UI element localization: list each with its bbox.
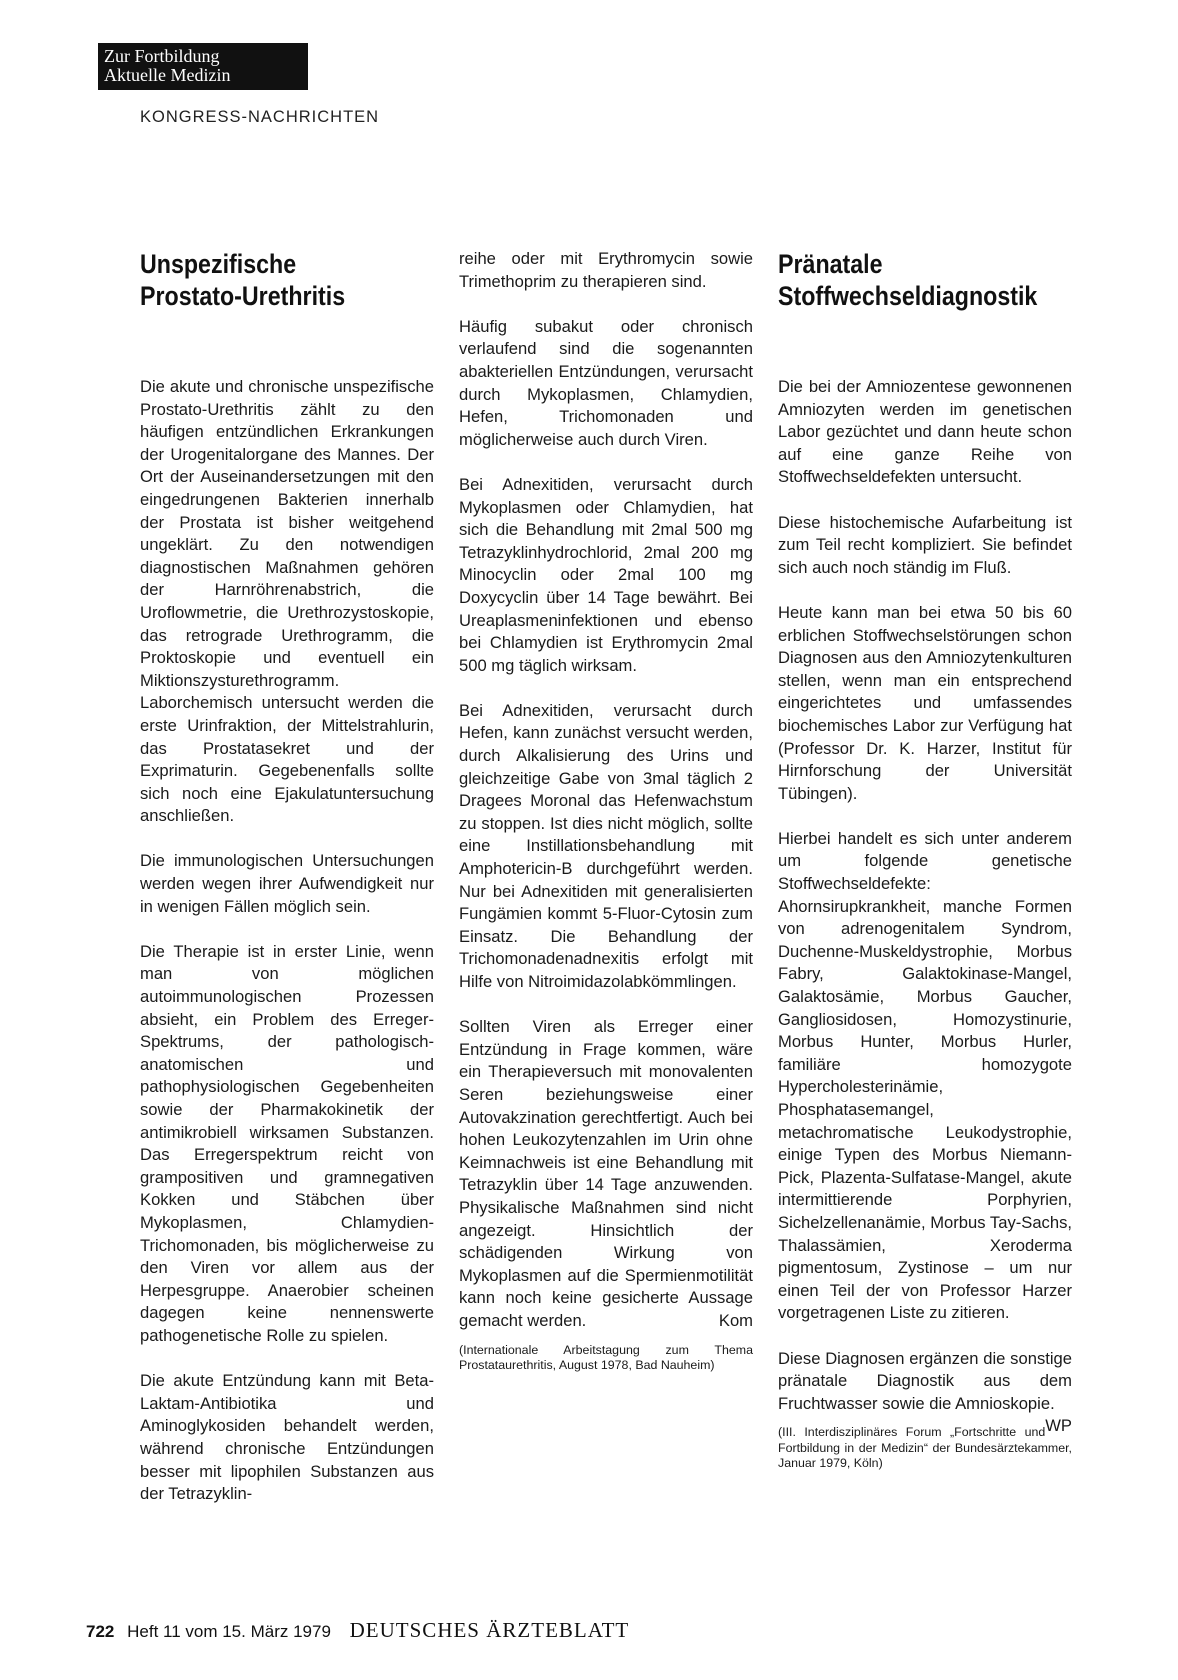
article2-title-line1: Pränatale [778,249,883,279]
column-3 [778,248,1072,1494]
rubric-line-1: Zur Fortbildung [104,46,220,66]
article2-paragraph: Heute kann man bei etwa 50 bis 60 erblichen Stoffwechselstörungen schon Diagnosen aus den Amniozytenkulturen stellen, wenn man ein entsprechend eingerichtetes und umfassendes biochemisches Labor zur Verfügung hat (Professor Dr. K. Harzer, Institut für Hirnforschung der Universität Tübingen). [778,602,1072,803]
issue-info: Heft 11 vom 15. März 1979 [127,1622,331,1641]
article2-paragraph: Hierbei handelt es sich unter anderem um folgende genetische Stoffwechseldefekte: Ahornsirupkrankheit, manche Formen von adrenogenitalem Syndrom, Duchenne-Muskeldystrophie, Morbus Fabry, Galaktokinase-Mangel, Galaktosämie, Morbus Gaucher, Gangliosidosen, Homozystinurie, Morbus Hunter, Morbus Hurler, familiäre homozygote Hypercholesterinämie, Phosphatasemangel, metachromatische Leukodystrophie, einige Typen des Morbus Niemann-Pick, Plazenta-Sulfatase-Mangel, akute intermittierende Porphyrien, Sichelzellenanämie, Morbus Tay-Sachs, Thalassämien, Xeroderma pigmentosum, Zystinose – um nur einen Teil der von Professor Harzer vorgetragenen Liste zu zitieren. [778,828,1072,1323]
journal-name: DEUTSCHES ÄRZTEBLATT [349,1618,630,1642]
article1-title-line1: Unspezifische [140,249,297,279]
page-number: 722 [86,1622,115,1641]
article1-title [140,248,393,312]
article2-paragraph-final [778,1348,1072,1436]
page-footer [86,1618,629,1643]
rubric-line-2: Aktuelle Medizin [104,65,231,85]
article1-paragraph: reihe oder mit Erythromycin sowie Trimethoprim zu therapieren sind. [459,249,753,291]
article1-paragraph-final [459,1016,753,1332]
article1-final-text: Sollten Viren als Erreger einer Entzündung in Frage kommen, wäre ein Therapieversuch mit monovalenten Seren beziehungsweise einer Autovakzination gerechtfertigt. Auch bei hohen Leukozytenzahlen im Urin ohne Keimnachweis ist eine Behandlung mit Tetrazyklin über 14 Tage anzuwenden. Physikalische Maßnahmen sind nicht angezeigt. Hinsichtlich der schädigenden Wirkung von Mykoplasmen auf die Spermienmotilität kann noch keine gesicherte Aussage gemacht werden. [459,1017,753,1330]
article1-paragraph: Die akute Entzündung kann mit Beta-Laktam-Antibiotika und Aminoglykosiden behandelt werden, während chronische Entzündungen besser mit lipophilen Substanzen aus der Tetrazyklin- [140,1371,434,1504]
rubric-badge [98,43,308,90]
section-title: KONGRESS-NACHRICHTEN [140,108,380,126]
article1-source-note: (Internationale Arbeitstagung zum Thema Prostataurethritis, August 1978, Bad Nauheim) [459,1342,753,1372]
article1-paragraph: Die immunologischen Untersuchungen werden wegen ihrer Aufwendigkeit nur in wenigen Fällen möglich sein. [140,851,434,916]
article1-paragraph: Häufig subakut oder chronisch verlaufend sind die sogenannten abakteriellen Entzündungen, verursacht durch Mykoplasmen, Chlamydien, Hefen, Trichomonaden und möglicherweise auch durch Viren. [459,316,753,449]
article1-paragraph: Die Therapie ist in erster Linie, wenn man von möglichen autoimmunologischen Prozessen absieht, ein Problem des Erreger-Spektrums, der pathologisch-anatomischen und pathophysiologischen Gegebenheiten sowie der Pharmakokinetik der antimikrobiell wirksamen Substanzen. Das Erregerspektrum reicht von grampositiven und gramnegativen Kokken und Stäbchen über Mykoplasmen, Chlamydien-Trichomonaden, bis möglicherweise zu den Viren vor allem aus der Herpesgruppe. Anaerobier scheinen dagegen keine nennenswerte pathogenetische Rolle zu spielen. [140,941,434,1345]
article1-signature: Kom [718,1310,753,1330]
article1-paragraph: Bei Adnexitiden, verursacht durch Mykoplasmen oder Chlamydien, hat sich die Behandlung mit 2mal 500 mg Tetrazyklinhydrochlorid, 2mal 200 mg Minocyclin oder 2mal 100 mg Doxycyclin über 14 Tage bewährt. Bei Ureaplasmeninfektionen und ebenso bei Chlamydien ist Erythromycin 2mal 500 mg täglich wirksam. [459,474,753,675]
column-1 [140,248,434,1528]
column-2 [459,248,753,1396]
article1-title-line2: Prostato-Urethritis [140,281,346,311]
article1-paragraph: Bei Adnexitiden, verursacht durch Hefen, kann zunächst versucht werden, durch Alkalisierung des Urins und gleichzeitige Gabe von 3mal täglich 2 Dragees Moronal das Hefenwachstum zu stoppen. Ist dies nicht möglich, sollte eine Instillationsbehandlung mit Amphotericin-B durchgeführt werden. Nur bei Adnexitiden mit generalisierten Fungämien kommt 5-Fluor-Cytosin zum Einsatz. Die Behandlung der Trichomonadenadnexitis erfolgt mit Hilfe von Nitroimidazolabkömmlingen. [459,700,753,991]
article2-paragraph: Diese histochemische Aufarbeitung ist zum Teil recht kompliziert. Sie befindet sich auch noch ständig im Fluß. [778,512,1072,577]
article1-paragraph: Die akute und chronische unspezifische Prostato-Urethritis zählt zu den häufigen entzündlichen Erkrankungen der Urogenitalorgane des Mannes. Der Ort der Auseinandersetzungen mit den eingedrungenen Bakterien innerhalb der Prostata ist bisher weitgehend ungeklärt. Zu den notwendigen diagnostischen Maßnahmen gehören der Harnröhrenabstrich, die Uroflowmetrie, die Urethrozystoskopie, das retrograde Urethrogramm, die Proktoskopie und eventuell ein Miktionszysturethrogramm. Laborchemisch untersucht werden die erste Urinfraktion, der Mittelstrahlurin, das Prostatasekret und der Exprimaturin. Gegebenenfalls sollte sich noch eine Ejakulatuntersuchung anschließen. [140,377,434,826]
article2-source-note: (III. Interdisziplinäres Forum „Fortschritte und Fortbildung in der Medizin“ der Bundesärztekammer, Januar 1979, Köln) [778,1425,1072,1471]
article2-final-text: Diese Diagnosen ergänzen die sonstige pränatale Diagnostik aus dem Fruchtwasser sowie die Amnioskopie. [778,1348,1072,1413]
article2-title [778,248,1038,312]
article2-paragraph: Die bei der Amniozentese gewonnenen Amniozyten werden im genetischen Labor gezüchtet und dann heute schon auf eine ganze Reihe von Stoffwechseldefekten untersucht. [778,377,1072,487]
article2-signature: WP [1045,1416,1072,1436]
article2-title-line2: Stoffwechseldiagnostik [778,281,1038,311]
